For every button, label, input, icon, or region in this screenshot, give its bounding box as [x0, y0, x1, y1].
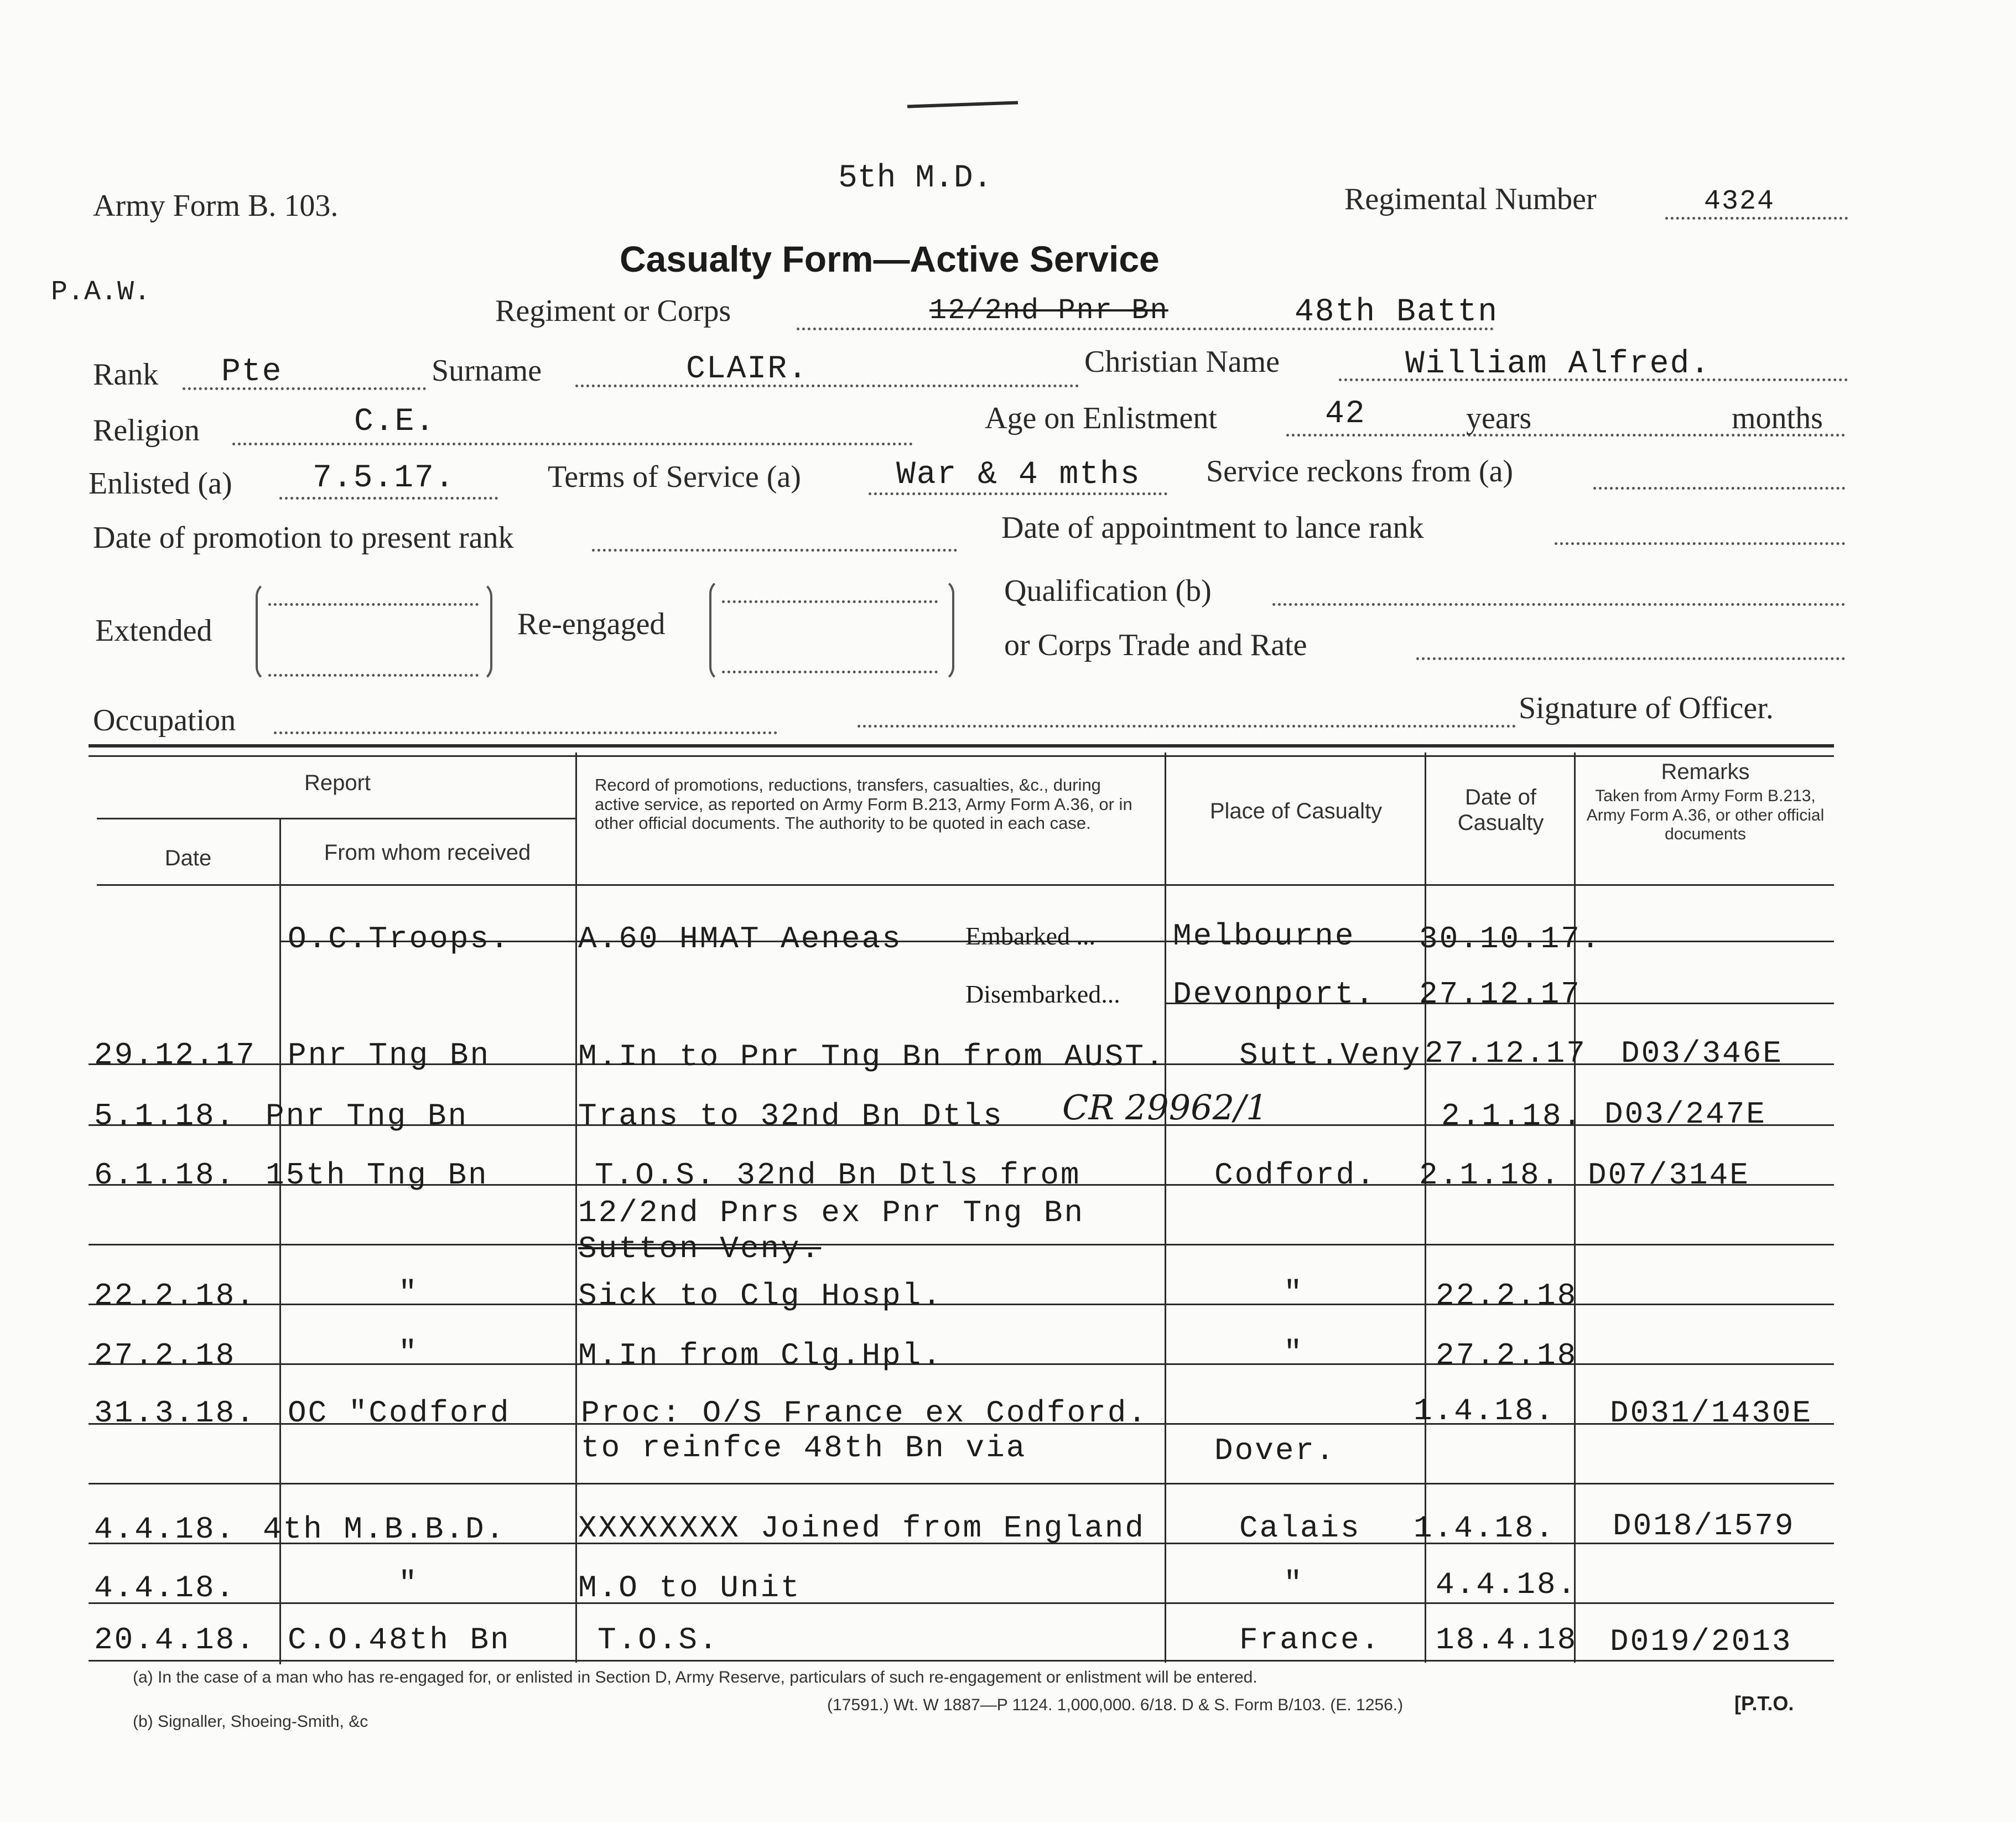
- form-name: Army Form B. 103.: [93, 189, 339, 223]
- row-date: 27.2.18: [94, 1338, 236, 1373]
- promotion-dots: [592, 549, 957, 552]
- row-remarks: D018/1579: [1613, 1508, 1795, 1544]
- row-from: Pnr Tng Bn: [266, 1098, 469, 1134]
- reengaged-brace: [709, 578, 954, 682]
- religion-value: C.E.: [354, 404, 436, 440]
- row-remarks: D031/1430E: [1610, 1395, 1813, 1431]
- report-divider: [97, 818, 575, 819]
- row-remarks: D03/247E: [1604, 1097, 1766, 1132]
- row-record: T.O.S.: [597, 1622, 719, 1658]
- row-from: O.C.Troops.: [288, 921, 511, 957]
- row-date: 4.4.18.: [94, 1570, 236, 1606]
- row-date: 4.4.18.: [94, 1512, 236, 1547]
- row-record: XXXXXXXX Joined from England: [578, 1510, 1145, 1546]
- row-record: Sutton Veny.: [578, 1231, 822, 1266]
- extended-dots-top: [268, 603, 479, 606]
- row-rule: [89, 1244, 1834, 1245]
- row-from: 4th M.B.B.D.: [263, 1512, 506, 1547]
- col-divider-2: [575, 752, 577, 1663]
- occupation-dots: [274, 731, 777, 734]
- row-casualty-date: 27.2.18: [1436, 1338, 1578, 1373]
- row-record-print: Disembarked...: [965, 980, 1120, 1008]
- extended-label: Extended: [95, 614, 212, 648]
- row-from: ": [398, 1335, 419, 1371]
- footnote-a: (a) In the case of a man who has re-engaged for, or enlisted in Section D, Army Reserve, particulars of such re-engagement or enlistment will be entered.: [133, 1668, 1258, 1686]
- enlisted-dots: [279, 497, 498, 500]
- row-place: ": [1284, 1275, 1304, 1311]
- place-header: Place of Casualty: [1209, 799, 1383, 823]
- row-casualty-date: 1.4.18.: [1414, 1393, 1556, 1429]
- enlisted-value: 7.5.17.: [313, 460, 455, 496]
- row-casualty-date: 4.4.18.: [1436, 1567, 1578, 1602]
- remarks-subheader: Taken from Army Form B.213, Army Form A.36, or other official documents: [1586, 787, 1825, 843]
- form-title: Casualty Form—Active Service: [620, 238, 1160, 279]
- row-date: 22.2.18.: [94, 1278, 256, 1314]
- printer-imprint: (17591.) Wt. W 1887—P 1124. 1,000,000. 6/18. D & S. Form B/103. (E. 1256.): [827, 1696, 1404, 1714]
- lance-rank-label: Date of appointment to lance rank: [1001, 511, 1424, 545]
- row-place: Melbourne: [1173, 918, 1355, 954]
- row-date: 31.3.18.: [94, 1395, 256, 1431]
- row-record: M.In to Pnr Tng Bn from AUST.: [578, 1039, 1166, 1074]
- corps-trade-dots: [1416, 657, 1845, 660]
- row-record: Trans to 32nd Bn Dtls: [578, 1098, 1004, 1134]
- regimental-number-label: Regimental Number: [1344, 182, 1597, 216]
- row-casualty-date: 18.4.18: [1436, 1622, 1578, 1658]
- row-rule: [89, 1660, 1834, 1662]
- paw-mark: P.A.W.: [51, 277, 151, 308]
- row-place: Sutt.Veny: [1239, 1037, 1422, 1073]
- row-record: M.In from Clg.Hpl.: [578, 1338, 943, 1373]
- pto-mark: [P.T.O.: [1734, 1692, 1794, 1715]
- row-casualty-date: 2.1.18.: [1441, 1098, 1583, 1134]
- header-bottom-rule: [97, 884, 1834, 886]
- header-stroke: [907, 101, 1018, 108]
- col-divider-3: [1165, 752, 1166, 1663]
- row-remarks: D019/2013: [1610, 1624, 1792, 1659]
- regiment-value: 48th Battn: [1295, 294, 1499, 330]
- row-record-handwritten: CR 29962/1: [1062, 1087, 1268, 1128]
- terms-value: War & 4 mths: [896, 457, 1141, 493]
- qualification-dots: [1272, 603, 1845, 606]
- christian-name-value: William Alfred.: [1405, 346, 1711, 382]
- row-from: C.O.48th Bn: [288, 1622, 511, 1658]
- rank-label: Rank: [93, 357, 159, 392]
- table-top-rule: [89, 744, 1834, 748]
- row-place: Codford.: [1214, 1157, 1376, 1193]
- years-label: years: [1466, 401, 1532, 435]
- row-casualty-date: 22.2.18: [1436, 1278, 1578, 1314]
- row-date: 6.1.18.: [94, 1157, 236, 1193]
- table-top-rule-2: [89, 755, 1834, 757]
- row-record: A.60 HMAT Aeneas: [578, 921, 902, 957]
- casualty-date-header: Date of Casualty: [1457, 785, 1544, 835]
- row-casualty-date: 27.12.17: [1419, 977, 1581, 1012]
- reengaged-dots-top: [722, 600, 938, 603]
- regimental-number-value: 4324: [1704, 186, 1775, 217]
- row-record: to reinfce 48th Bn via: [581, 1430, 1027, 1466]
- months-label: months: [1732, 401, 1823, 435]
- date-header: Date: [164, 846, 212, 870]
- row-rule: [89, 1602, 1834, 1604]
- extended-dots-bottom: [268, 674, 479, 677]
- religion-dots: [232, 443, 913, 445]
- signature-dots: [858, 725, 1516, 728]
- lance-rank-dots: [1555, 542, 1845, 545]
- row-remarks: D07/314E: [1588, 1157, 1750, 1193]
- reengaged-label: Re-engaged: [517, 607, 666, 641]
- row-record: T.O.S. 32nd Bn Dtls from: [595, 1157, 1081, 1193]
- remarks-header: Remarks: [1661, 760, 1750, 784]
- district-stamp: 5th M.D.: [838, 160, 993, 196]
- row-place: Devonport.: [1173, 977, 1376, 1012]
- rank-dots: [183, 387, 426, 390]
- age-value: 42: [1325, 396, 1366, 432]
- qualification-label: Qualification (b): [1004, 574, 1212, 608]
- row-place: Calais: [1239, 1510, 1361, 1546]
- from-header: From whom received: [324, 840, 531, 865]
- christian-name-label: Christian Name: [1084, 345, 1280, 379]
- footnote-b: (b) Signaller, Shoeing-Smith, &c: [133, 1712, 368, 1731]
- promotion-label: Date of promotion to present rank: [93, 521, 514, 555]
- record-header: Record of promotions, reductions, transfers, casualties, &c., during active service, as reported on Army Form B.213, Army Form A.36, or in other official documents. The authority to be quoted in each case.: [595, 775, 1132, 833]
- row-record: 12/2nd Pnrs ex Pnr Tng Bn: [578, 1195, 1085, 1231]
- extended-brace: [256, 581, 492, 682]
- regiment-struck: 12/2nd Pnr Bn: [929, 294, 1168, 327]
- row-casualty-date: 2.1.18.: [1419, 1157, 1561, 1193]
- row-date: 5.1.18.: [94, 1098, 236, 1134]
- row-record-print: Embarked ...: [965, 922, 1096, 950]
- service-reckons-dots: [1593, 487, 1845, 490]
- row-from: ": [398, 1275, 419, 1311]
- row-casualty-date: 27.12.17: [1425, 1036, 1587, 1071]
- row-from: ": [398, 1566, 419, 1601]
- row-from: 15th Tng Bn: [266, 1157, 489, 1193]
- surname-label: Surname: [432, 354, 542, 388]
- surname-dots: [575, 385, 1079, 387]
- rank-value: Pte: [221, 354, 283, 390]
- reengaged-dots-bottom: [722, 671, 938, 673]
- row-from: Pnr Tng Bn: [288, 1037, 491, 1073]
- terms-label: Terms of Service (a): [548, 460, 801, 494]
- row-remarks: D03/346E: [1621, 1036, 1783, 1071]
- col-divider-5: [1574, 752, 1576, 1663]
- age-label: Age on Enlistment: [985, 401, 1217, 435]
- signature-label: Signature of Officer.: [1519, 691, 1774, 725]
- row-record: Proc: O/S France ex Codford.: [581, 1395, 1148, 1431]
- row-date: 20.4.18.: [94, 1622, 256, 1658]
- row-record: Sick to Clg Hospl.: [578, 1278, 943, 1314]
- surname-value: CLAIR.: [686, 351, 808, 387]
- enlisted-label: Enlisted (a): [89, 466, 232, 501]
- row-place: ": [1284, 1566, 1304, 1601]
- row-place: Dover.: [1214, 1433, 1336, 1468]
- occupation-label: Occupation: [93, 703, 236, 738]
- row-place: France.: [1239, 1622, 1381, 1658]
- regiment-label: Regiment or Corps: [495, 294, 731, 328]
- religion-label: Religion: [93, 413, 200, 448]
- row-record: M.O to Unit: [578, 1570, 801, 1606]
- report-header: Report: [304, 771, 371, 795]
- row-from: OC "Codford: [288, 1395, 511, 1431]
- row-rule: [89, 1483, 1834, 1484]
- row-place: ": [1284, 1335, 1304, 1371]
- row-date: 29.12.17: [94, 1037, 256, 1073]
- service-reckons-label: Service reckons from (a): [1206, 454, 1514, 489]
- corps-trade-label: or Corps Trade and Rate: [1004, 628, 1307, 662]
- row-casualty-date: 1.4.18.: [1414, 1510, 1556, 1546]
- row-casualty-date: 30.10.17.: [1419, 921, 1602, 957]
